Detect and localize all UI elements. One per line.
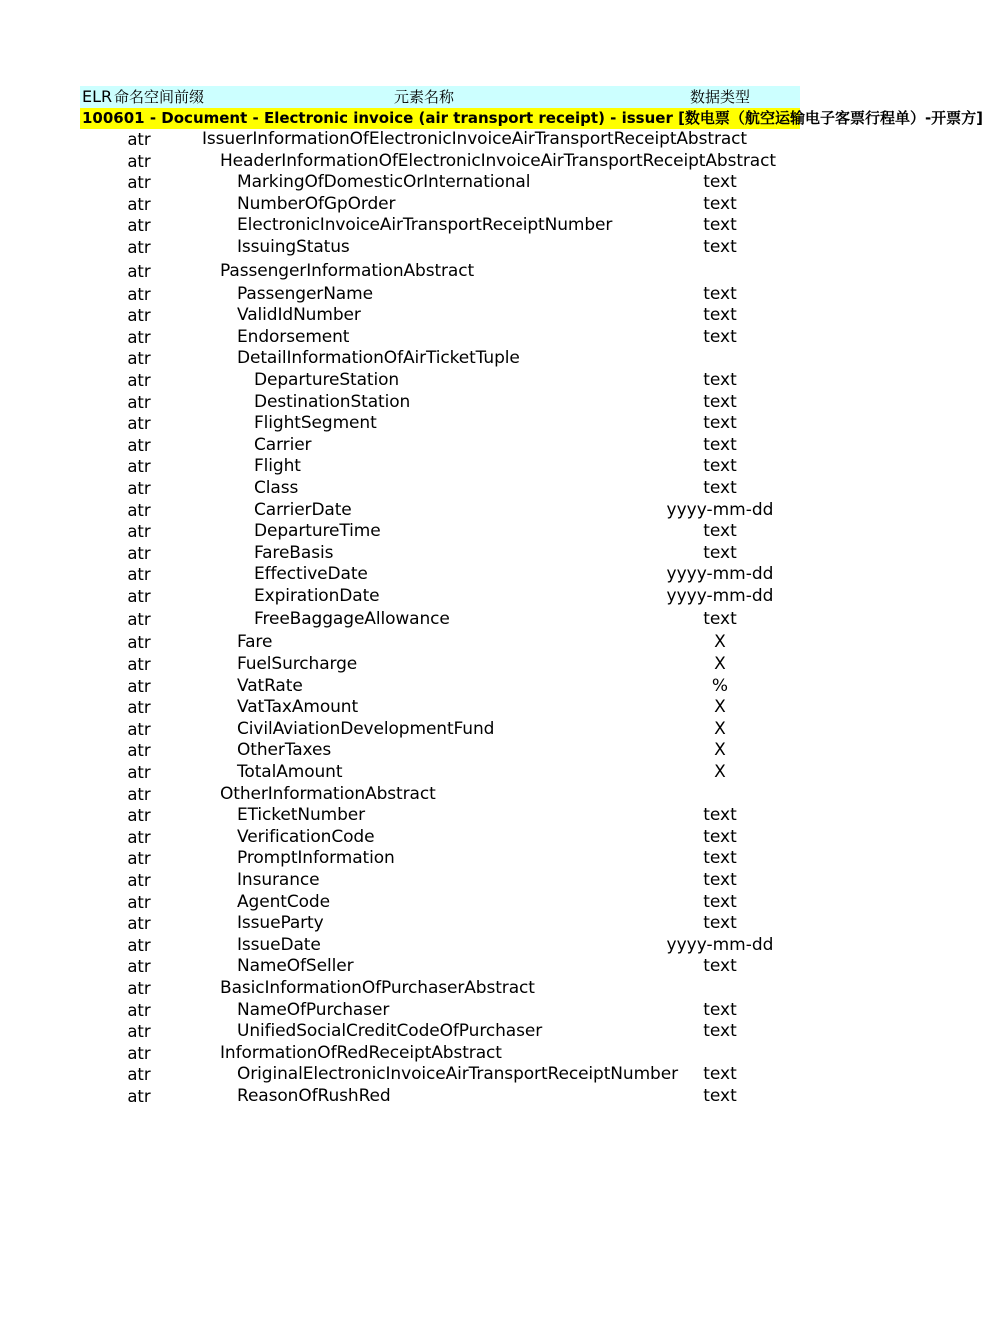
element-name-cell: VatTaxAmount (237, 697, 359, 718)
spreadsheet (80, 86, 983, 1108)
table-row (80, 935, 800, 957)
table-row (80, 456, 800, 478)
data-type-cell: yyyy-mm-dd (666, 934, 774, 955)
table-row (80, 586, 800, 608)
element-name-cell: PromptInformation (237, 848, 395, 869)
namespace-prefix-cell: atr (127, 719, 151, 739)
element-name-cell: Class (254, 477, 299, 498)
data-type-cell: text (703, 305, 737, 326)
namespace-prefix-cell: atr (127, 284, 151, 304)
namespace-prefix-cell: atr (127, 327, 151, 347)
table-row (80, 1000, 800, 1022)
element-name-cell: FuelSurcharge (237, 654, 358, 675)
data-type-cell: text (703, 1064, 737, 1085)
element-name-cell: IssueDate (237, 934, 321, 955)
element-name-cell: EffectiveDate (254, 564, 368, 585)
data-type-cell: text (703, 456, 737, 477)
table-row (80, 1064, 800, 1086)
table-row (80, 676, 800, 698)
data-type-cell: X (714, 762, 726, 783)
namespace-prefix-cell: atr (127, 586, 151, 606)
data-type-cell: text (703, 391, 737, 412)
namespace-prefix-cell: atr (127, 457, 151, 477)
data-type-cell: text (703, 215, 737, 236)
table-row (80, 1021, 800, 1043)
header-element-name: 元素名称 (393, 88, 454, 106)
namespace-prefix-cell: atr (127, 543, 151, 563)
namespace-prefix-cell: atr (127, 392, 151, 412)
table-row (80, 392, 800, 414)
element-name-cell: NumberOfGpOrder (237, 193, 396, 214)
data-type-cell: text (703, 477, 737, 498)
element-name-cell: VatRate (237, 675, 303, 696)
element-name-cell: IssuingStatus (237, 236, 350, 257)
table-row (80, 805, 800, 827)
table-row (80, 762, 800, 784)
table-row (80, 435, 800, 457)
table-row (80, 413, 800, 435)
namespace-prefix-cell: atr (127, 935, 151, 955)
namespace-prefix-cell: atr (127, 633, 151, 653)
table-row (80, 978, 800, 1000)
element-name-cell: AgentCode (237, 891, 330, 912)
table-row (80, 543, 800, 565)
table-row (80, 607, 800, 632)
data-type-cell: X (714, 740, 726, 761)
table-row (80, 1086, 800, 1108)
element-name-cell: PassengerName (237, 283, 373, 304)
table-row (80, 129, 800, 151)
element-name-cell: Fare (237, 632, 273, 653)
element-name-cell: CivilAviationDevelopmentFund (237, 718, 495, 739)
data-type-cell: yyyy-mm-dd (666, 564, 774, 585)
data-type-cell: text (703, 369, 737, 390)
namespace-prefix-cell: atr (127, 216, 151, 236)
element-name-cell: VerificationCode (237, 826, 375, 847)
namespace-prefix-cell: atr (127, 194, 151, 214)
data-type-cell: text (703, 826, 737, 847)
namespace-prefix-cell: atr (127, 1065, 151, 1085)
element-name-cell: HeaderInformationOfElectronicInvoiceAirTransportReceiptAbstract (220, 150, 776, 171)
table-row (80, 564, 800, 586)
table-row (80, 172, 800, 194)
element-name-cell: NameOfPurchaser (237, 999, 390, 1020)
element-name-cell: NameOfSeller (237, 956, 354, 977)
data-type-cell: text (703, 870, 737, 890)
namespace-prefix-cell: atr (127, 978, 151, 998)
namespace-prefix-cell: atr (127, 435, 151, 455)
element-name-cell: IssueParty (237, 913, 324, 934)
section-title: 100601 - Document - Electronic invoice (air transport receipt) - issuer [数电票（航空运输电子客票行程单）-开票方] (82, 109, 983, 127)
element-rows (80, 129, 800, 1108)
data-type-cell: text (703, 236, 737, 257)
namespace-prefix-cell: atr (127, 957, 151, 977)
table-row (80, 870, 800, 892)
namespace-prefix-cell: atr (127, 370, 151, 390)
namespace-prefix-cell: atr (127, 1086, 151, 1106)
namespace-prefix-cell: atr (127, 763, 151, 783)
element-name-cell: OtherInformationAbstract (220, 783, 436, 804)
header-elr: ELR (82, 87, 113, 106)
element-name-cell: ReasonOfRushRed (237, 1085, 391, 1106)
data-type-cell: text (703, 609, 737, 630)
data-type-cell: text (703, 434, 737, 455)
table-row (80, 956, 800, 978)
element-name-cell: Flight (254, 456, 301, 477)
element-name-cell: DepartureTime (254, 521, 381, 542)
namespace-prefix-cell: atr (127, 1000, 151, 1020)
data-type-cell: text (703, 283, 737, 304)
namespace-prefix-cell: atr (127, 349, 151, 369)
namespace-prefix-cell: atr (127, 827, 151, 847)
data-type-cell: X (714, 718, 726, 739)
namespace-prefix-cell: atr (127, 478, 151, 498)
data-type-cell: text (703, 1021, 737, 1042)
element-name-cell: UnifiedSocialCreditCodeOfPurchaser (237, 1021, 543, 1042)
table-row (80, 151, 800, 173)
table-row (80, 327, 800, 349)
data-type-cell: text (703, 913, 737, 934)
table-row (80, 521, 800, 543)
header-row (80, 86, 800, 108)
element-name-cell: IssuerInformationOfElectronicInvoiceAirTransportReceiptAbstract (202, 129, 747, 149)
table-row (80, 305, 800, 327)
namespace-prefix-cell: atr (127, 500, 151, 520)
table-row (80, 697, 800, 719)
namespace-prefix-cell: atr (127, 610, 151, 630)
table-row (80, 719, 800, 741)
namespace-prefix-cell: atr (127, 261, 151, 281)
namespace-prefix-cell: atr (127, 849, 151, 869)
table-row (80, 284, 800, 306)
table-row (80, 370, 800, 392)
data-type-cell: % (711, 675, 729, 696)
table-row (80, 194, 800, 216)
namespace-prefix-cell: atr (127, 892, 151, 912)
header-namespace-prefix: 命名空间前缀 (113, 88, 204, 106)
namespace-prefix-cell: atr (127, 130, 151, 149)
title-row (80, 108, 983, 129)
namespace-prefix-cell: atr (127, 173, 151, 193)
data-type-cell: text (703, 193, 737, 214)
data-type-cell: text (703, 848, 737, 869)
data-type-cell: text (703, 326, 737, 347)
element-name-cell: TotalAmount (237, 762, 343, 783)
data-type-cell: text (703, 956, 737, 977)
element-name-cell: ETicketNumber (237, 805, 366, 826)
header-data-type: 数据类型 (689, 88, 750, 106)
table-row (80, 348, 800, 370)
namespace-prefix-cell: atr (127, 871, 151, 890)
table-row (80, 827, 800, 849)
data-type-cell: text (703, 521, 737, 542)
data-type-cell: X (714, 632, 726, 653)
namespace-prefix-cell: atr (127, 676, 151, 696)
table-row (80, 632, 800, 654)
table-row (80, 237, 800, 259)
element-name-cell: OriginalElectronicInvoiceAirTransportReceiptNumber (237, 1064, 678, 1085)
data-type-cell: yyyy-mm-dd (666, 585, 774, 606)
namespace-prefix-cell: atr (127, 1043, 151, 1063)
element-name-cell: ExpirationDate (254, 585, 380, 606)
element-name-cell: BasicInformationOfPurchaserAbstract (220, 977, 535, 998)
table-row (80, 478, 800, 500)
element-name-cell: Insurance (237, 870, 320, 890)
table-row (80, 1043, 800, 1065)
data-type-cell: X (714, 654, 726, 675)
data-type-cell: yyyy-mm-dd (666, 499, 774, 520)
data-type-cell: text (703, 891, 737, 912)
element-name-cell: Carrier (254, 434, 312, 455)
element-name-cell: Endorsement (237, 326, 350, 347)
namespace-prefix-cell: atr (127, 565, 151, 585)
namespace-prefix-cell: atr (127, 741, 151, 761)
table-row (80, 740, 800, 762)
element-name-cell: FlightSegment (254, 413, 377, 434)
element-name-cell: OtherTaxes (237, 740, 332, 761)
namespace-prefix-cell: atr (127, 655, 151, 675)
data-type-cell: text (703, 805, 737, 826)
namespace-prefix-cell: atr (127, 237, 151, 257)
namespace-prefix-cell: atr (127, 914, 151, 934)
table-row (80, 848, 800, 870)
table-row (80, 913, 800, 935)
namespace-prefix-cell: atr (127, 806, 151, 826)
element-name-cell: MarkingOfDomesticOrInternational (237, 172, 531, 193)
element-name-cell: DetailInformationOfAirTicketTuple (237, 348, 520, 369)
data-type-cell: X (714, 697, 726, 718)
table-row (80, 215, 800, 237)
namespace-prefix-cell: atr (127, 784, 151, 804)
element-name-cell: DepartureStation (254, 369, 400, 390)
table-row (80, 892, 800, 914)
data-type-cell: text (703, 999, 737, 1020)
namespace-prefix-cell: atr (127, 1022, 151, 1042)
element-name-cell: InformationOfRedReceiptAbstract (220, 1042, 502, 1063)
table-row (80, 259, 800, 284)
namespace-prefix-cell: atr (127, 414, 151, 434)
data-type-cell: text (703, 413, 737, 434)
data-type-cell: text (703, 542, 737, 563)
element-name-cell: ElectronicInvoiceAirTransportReceiptNumber (237, 215, 613, 236)
table-row (80, 500, 800, 522)
namespace-prefix-cell: atr (127, 522, 151, 542)
namespace-prefix-cell: atr (127, 698, 151, 718)
element-name-cell: ValidIdNumber (237, 305, 361, 326)
element-name-cell: PassengerInformationAbstract (220, 260, 475, 281)
element-name-cell: FareBasis (254, 542, 334, 563)
data-type-cell: text (703, 172, 737, 193)
table-row (80, 654, 800, 676)
element-name-cell: DestinationStation (254, 391, 411, 412)
element-name-cell: CarrierDate (254, 499, 352, 520)
namespace-prefix-cell: atr (127, 306, 151, 326)
namespace-prefix-cell: atr (127, 151, 151, 171)
data-type-cell: text (703, 1085, 737, 1106)
table-row (80, 784, 800, 806)
element-name-cell: FreeBaggageAllowance (254, 609, 450, 630)
